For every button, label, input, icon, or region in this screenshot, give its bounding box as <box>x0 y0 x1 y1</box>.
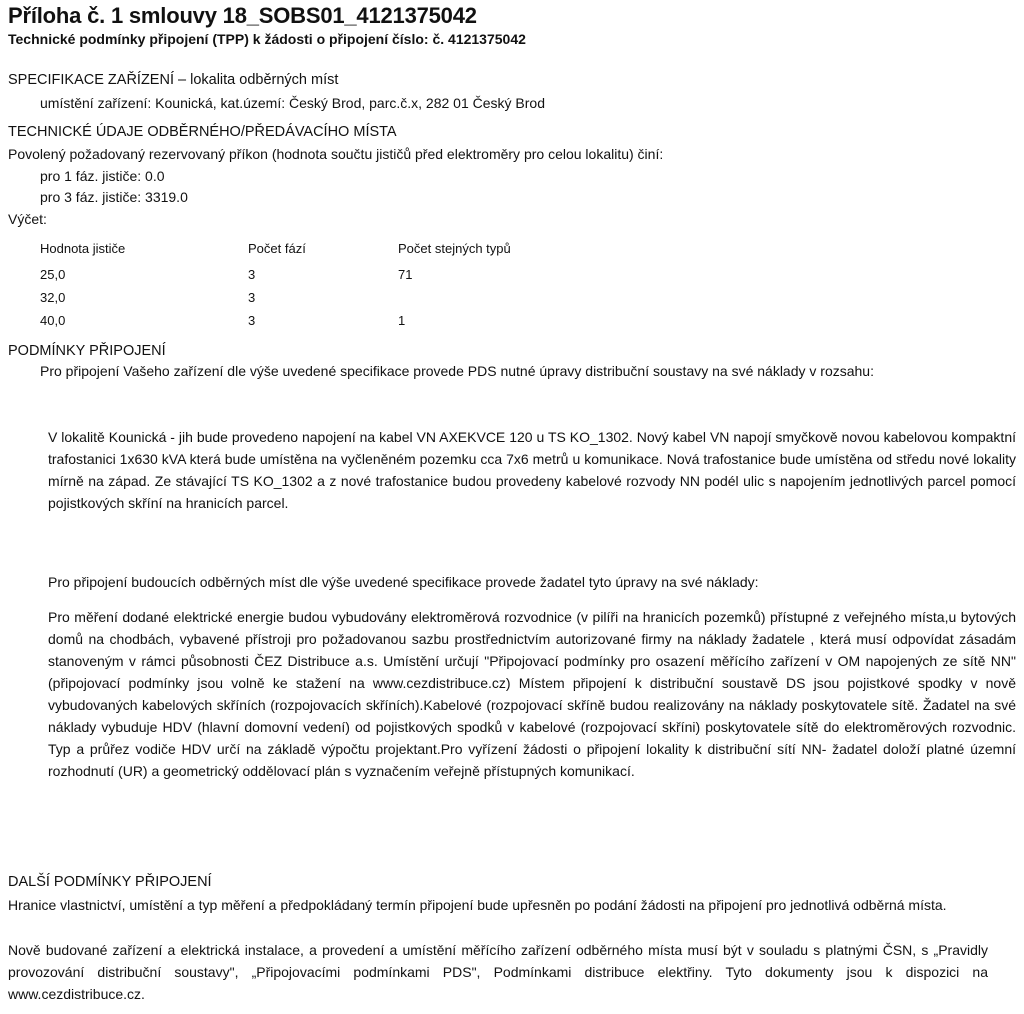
list-label: Výčet: <box>8 211 47 227</box>
conditions-scope: V lokalitě Kounická - jih bude provedeno napojení na kabel VN AXEKVCE 120 u TS KO_1302. Nový kabel VN napojí smyčkově novou kabelovou kompaktní trafostanici 1x630 kVA která bude umístěna na vyčleněném pozemku cca 7x6 metrů u komunikace. Nová trafostanice bude umístěna od středu nové lokality mírně na západ. Ze stávající TS KO_1302 a z nové trafostanice budou provedeny kabelové rozvody NN podél ulic s napojením jednotlivých parcel pomocí pojistkových skříní na hranicích parcel. <box>48 429 1016 511</box>
spec-heading: SPECIFIKACE ZAŘÍZENÍ – lokalita odběrných míst <box>8 72 339 88</box>
table-cell: 1 <box>398 313 406 328</box>
one-phase-breakers: pro 1 fáz. jističe: 0.0 <box>40 168 165 184</box>
conditions-intro: Pro připojení Vašeho zařízení dle výše uvedené specifikace provede PDS nutné úpravy distribuční soustavy na své náklady v rozsahu: <box>40 363 874 379</box>
table-header-phase-count: Počet fází <box>248 241 306 256</box>
other-paragraph-2: Nově budované zařízení a elektrická instalace, a provedení a umístění měřícího zařízení odběrného místa musí být v souladu s platnými ČSN, s „Pravidly provozování distribuční soustavy", „Připojovacími podmínkami PDS", Podmínkami distribuce elektřiny. Tyto dokumenty jsou k dispozici na www.cezdistribuce.cz. <box>8 942 988 1002</box>
document-subtitle: Technické podmínky připojení (TPP) k žádosti o připojení číslo: č. 4121375042 <box>8 31 526 47</box>
tech-heading: TECHNICKÉ ÚDAJE ODBĚRNÉHO/PŘEDÁVACÍHO MÍSTA <box>8 124 397 140</box>
table-cell: 71 <box>398 267 413 282</box>
conditions-heading: PODMÍNKY PŘIPOJENÍ <box>8 343 166 359</box>
table-cell: 3 <box>248 267 256 282</box>
table-cell: 32,0 <box>40 290 66 305</box>
table-cell: 25,0 <box>40 267 66 282</box>
future-intro: Pro připojení budoucích odběrných míst dle výše uvedené specifikace provede žadatel tyto úpravy na své náklady: <box>48 574 759 590</box>
table-header-breaker-value: Hodnota jističe <box>40 241 126 256</box>
future-text: Pro měření dodané elektrické energie budou vybudovány elektroměrová rozvodnice (v pilíři na hranicích pozemků) přístupné z veřejného místa,u bytových domů na chodbách, vybavené přístroji pro požadovanou sazbu prostřednictvím autorizované firmy na náklady žadatele , která musí odpovídat zásadám stanoveným v rámci působnosti ČEZ Distribuce a.s. Umístění určují "Připojovací podmínky pro osazení měřícího zařízení v OM napojených ze sítě NN"(připojovací podmínky jsou volně ke stažení na www.cezdistribuce.cz) Místem připojení k distribuční soustavě DS jsou pojistkové spodky v nově vybudovaných kabelových skříních (rozpojovacích skříních).Kabelové (rozpojovací skříně budou realizovány na náklady poskytovatele sítě. Žadatel na své náklady vybuduje HDV (hlavní domovní vedení) od pojistkových spodků v kabelové (rozpojovací skříni) poskytovatele sítě do elektroměrových rozvodnic. Typ a průřez vodiče HDV určí na základě výpočtu projektant.Pro vyřízení žádosti o připojení lokality k distribuční sítí NN- žadatel doloží platné územní rozhodnutí (UR) a geometrický oddělovací plán s vyznačením veřejně přístupných komunikací. <box>48 609 1016 779</box>
document-title: Příloha č. 1 smlouvy 18_SOBS01_4121375042 <box>8 3 477 28</box>
table-cell: 3 <box>248 290 256 305</box>
power-line: Povolený požadovaný rezervovaný příkon (hodnota součtu jističů před elektroměry pro celou lokalitu) činí: <box>8 146 664 162</box>
table-cell: 40,0 <box>40 313 66 328</box>
spec-location: umístění zařízení: Kounická, kat.území: Český Brod, parc.č.x, 282 01 Český Brod <box>40 95 545 111</box>
other-paragraph-1: Hranice vlastnictví, umístění a typ měření a předpokládaný termín připojení bude upřesněn po podání žádosti na připojení pro jednotlivá odběrná místa. <box>8 897 947 913</box>
table-cell: 3 <box>248 313 256 328</box>
other-heading: DALŠÍ PODMÍNKY PŘIPOJENÍ <box>8 874 212 890</box>
table-header-type-count: Počet stejných typů <box>398 241 511 256</box>
three-phase-breakers: pro 3 fáz. jističe: 3319.0 <box>40 189 188 205</box>
